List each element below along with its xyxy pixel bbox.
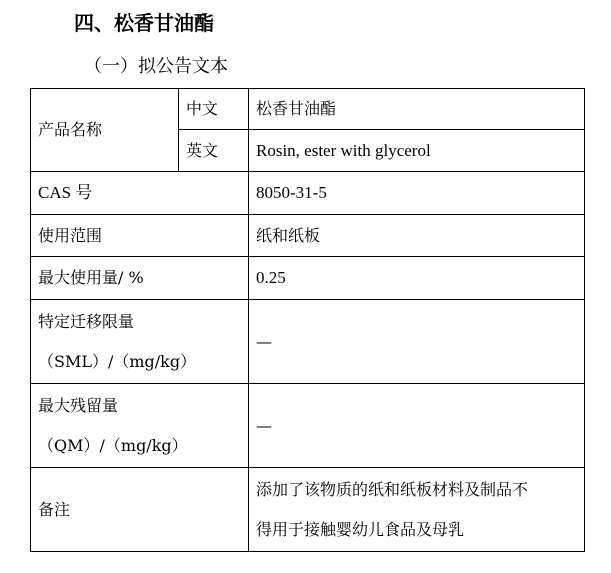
remarks-line2: 得用于接触婴幼儿食品及母乳 [256, 519, 465, 539]
scope-value: 纸和纸板 [249, 215, 585, 257]
chinese-value: 松香甘油酯 [249, 89, 585, 130]
sml-label [31, 300, 249, 384]
remarks-value [249, 468, 585, 552]
sml-label-line1: 特定迁移限量 [38, 311, 135, 331]
table-row-cas [31, 172, 585, 215]
table-row-max-use [31, 257, 585, 300]
qm-label-line2: （QM）/（mg/kg） [38, 435, 188, 455]
max-use-label: 最大使用量/ % [31, 257, 249, 300]
table-row-qm [31, 384, 585, 468]
max-use-value: 0.25 [249, 257, 585, 300]
table-row-scope [31, 215, 585, 257]
remarks-label: 备注 [31, 468, 249, 552]
chinese-label: 中文 [179, 89, 249, 130]
table-row-sml [31, 300, 585, 384]
cas-value: 8050-31-5 [249, 172, 585, 215]
product-name-label: 产品名称 [31, 89, 179, 172]
qm-value: — [249, 384, 585, 468]
section-title: 四、松香甘油酯 [74, 11, 214, 35]
remarks-line1: 添加了该物质的纸和纸板材料及制品不 [256, 479, 529, 499]
english-value: Rosin, ester with glycerol [249, 130, 585, 172]
table-row-chinese-name [31, 89, 585, 130]
scope-label: 使用范围 [31, 215, 249, 257]
english-label: 英文 [179, 130, 249, 172]
table-row-remarks [31, 468, 585, 552]
qm-label [31, 384, 249, 468]
sml-value: — [249, 300, 585, 384]
cas-label: CAS 号 [31, 172, 249, 215]
specification-table [30, 88, 585, 552]
qm-label-line1: 最大残留量 [38, 395, 119, 415]
sml-label-line2: （SML）/（mg/kg） [38, 351, 197, 371]
subsection-title: （一）拟公告文本 [84, 56, 228, 77]
